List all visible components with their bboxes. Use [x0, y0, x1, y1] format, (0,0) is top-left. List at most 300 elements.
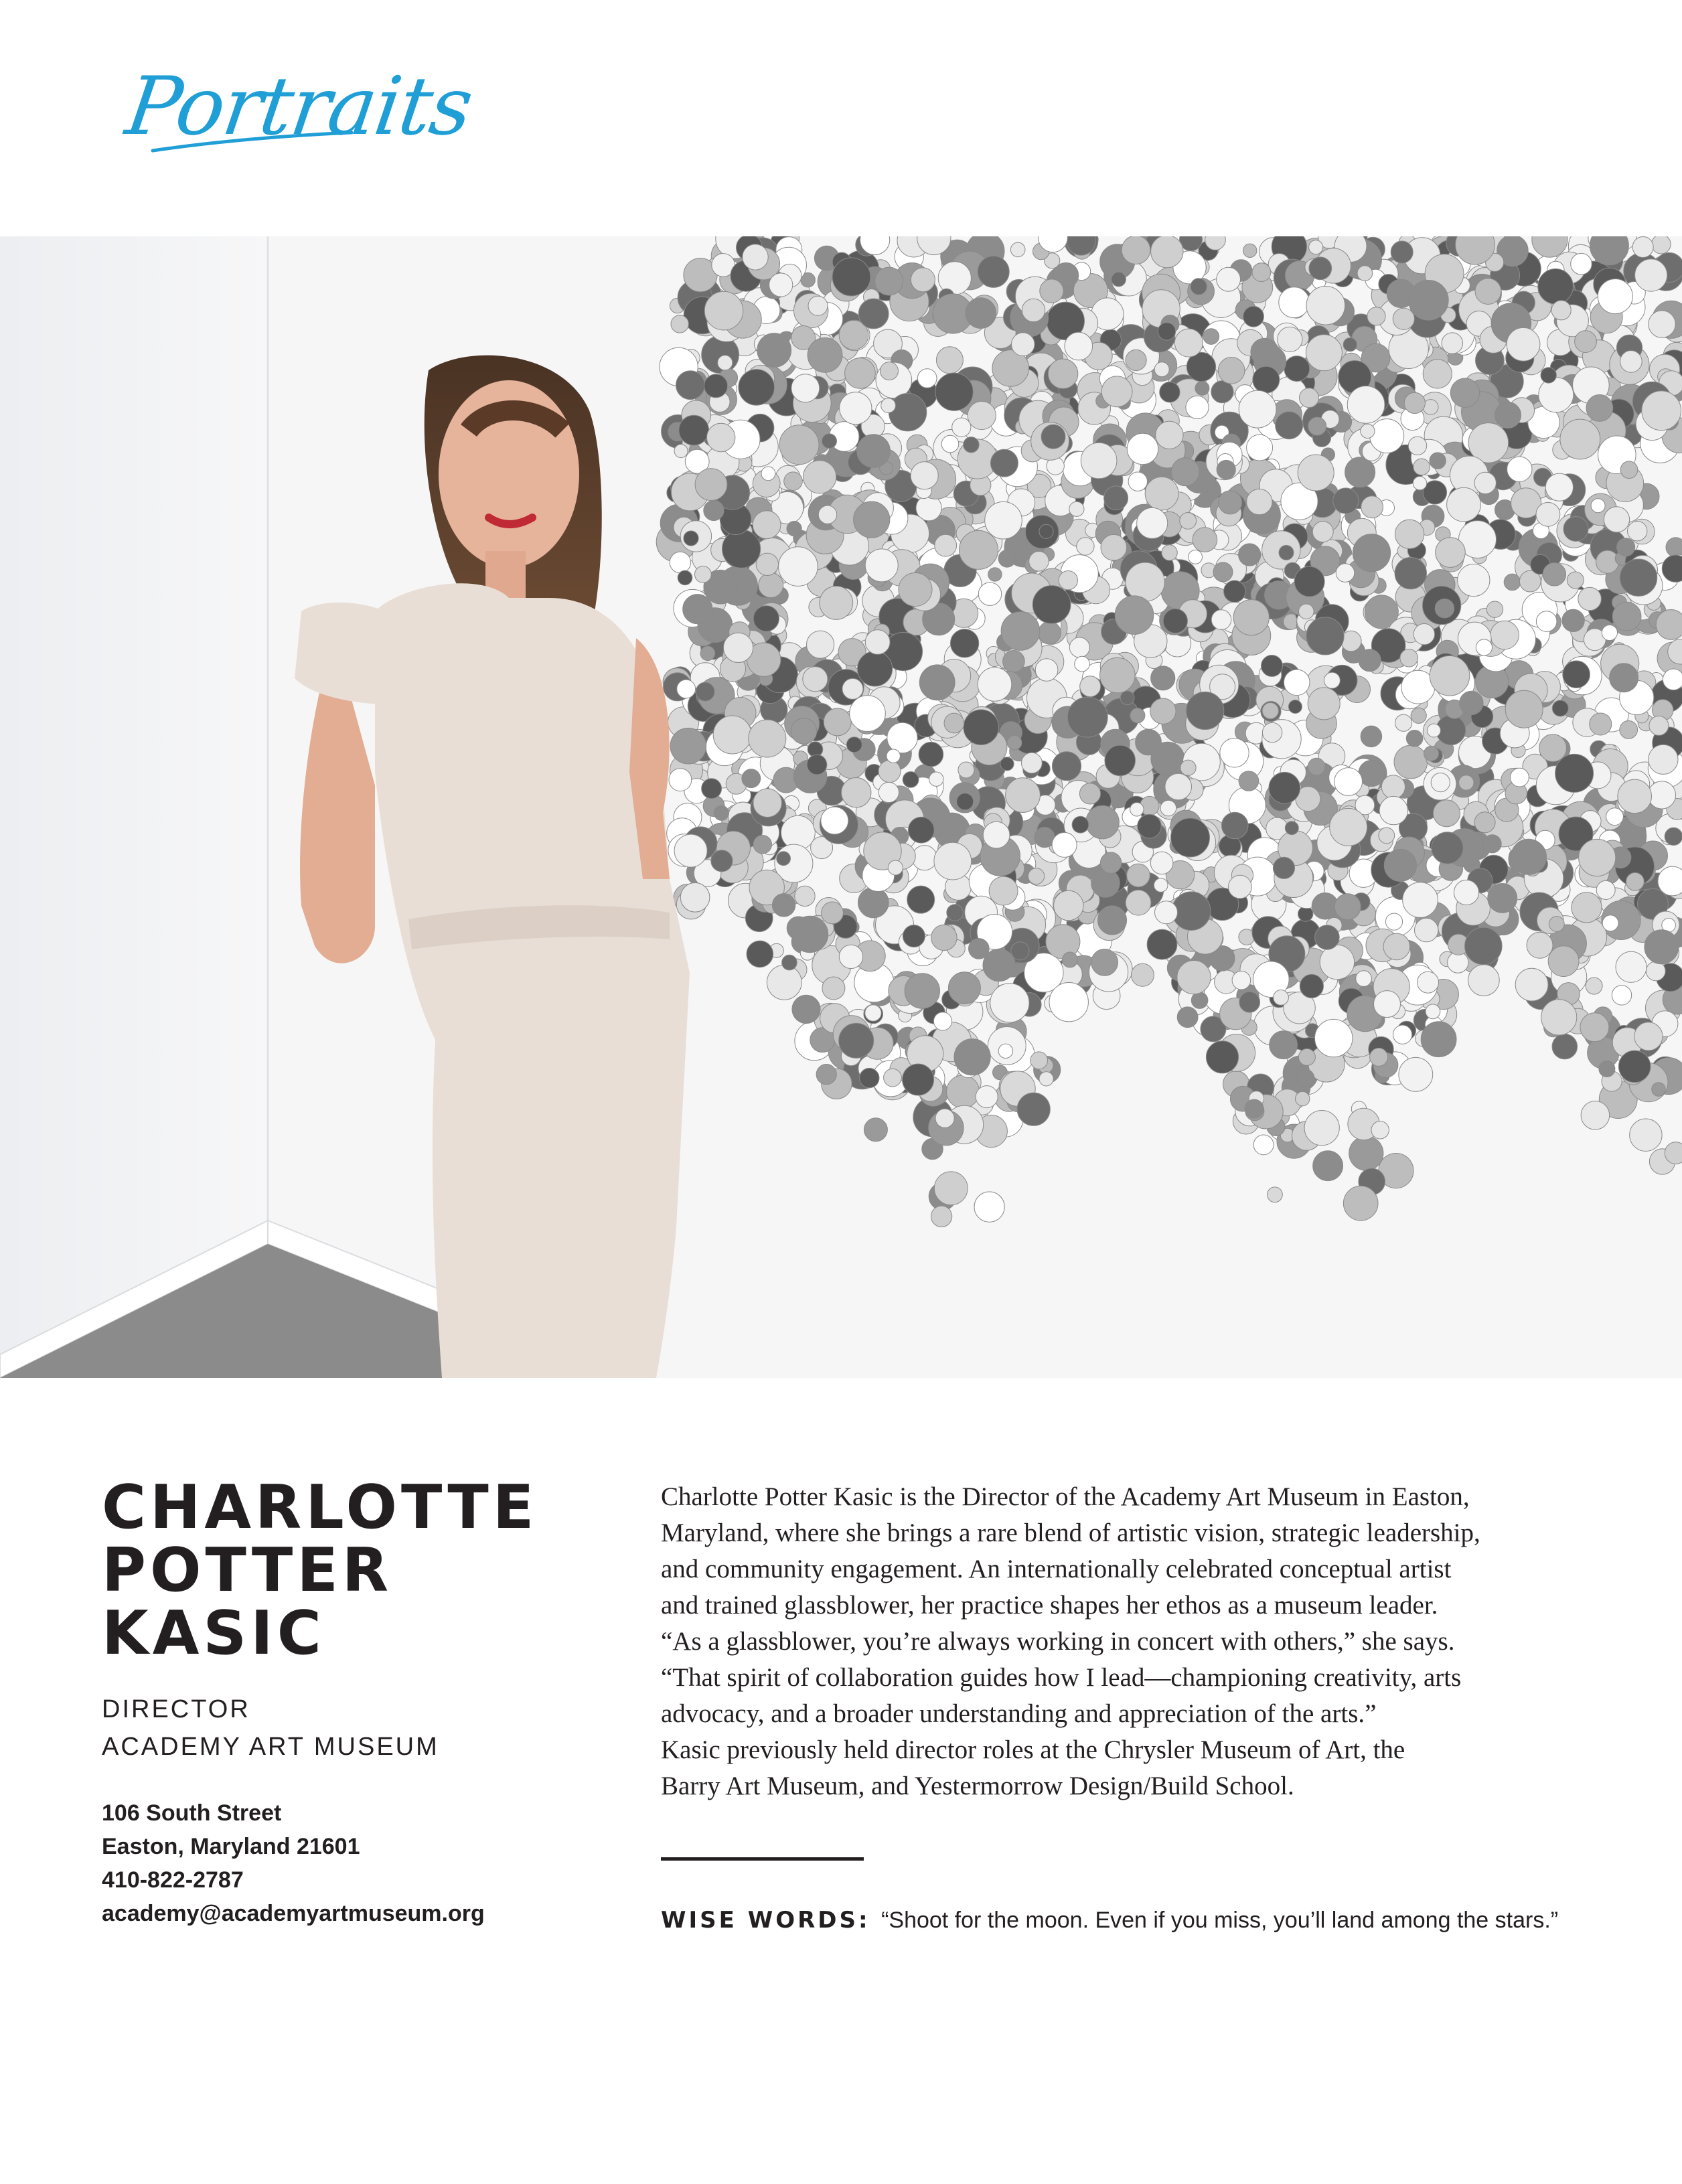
wise-words: [661, 1907, 1558, 1934]
mirror-disc: [1552, 700, 1568, 716]
mirror-disc: [1189, 550, 1203, 564]
mirror-disc: [1649, 745, 1678, 774]
mirror-disc: [679, 415, 709, 445]
mirror-disc: [1620, 461, 1638, 479]
mirror-disc: [1507, 457, 1532, 481]
mirror-disc: [1495, 402, 1521, 428]
mirror-disc: [1424, 746, 1439, 761]
mirror-disc: [1052, 752, 1081, 781]
mirror-disc: [1642, 391, 1681, 431]
mirror-disc: [1551, 301, 1571, 320]
mirror-disc: [1278, 327, 1302, 352]
mirror-disc: [816, 1065, 836, 1085]
mirror-disc: [1426, 1004, 1440, 1019]
mirror-disc: [1399, 1057, 1433, 1091]
wise-words-label: WISE WORDS:: [661, 1907, 870, 1934]
mirror-disc: [964, 437, 979, 453]
mirror-disc: [1475, 279, 1501, 305]
mirror-disc: [704, 291, 743, 330]
mirror-disc: [1571, 253, 1592, 275]
mirror-disc: [1610, 664, 1638, 692]
mirror-disc: [718, 356, 733, 370]
mirror-disc: [1049, 983, 1088, 1022]
mirror-disc: [1158, 323, 1175, 340]
mirror-disc: [700, 646, 715, 661]
mirror-disc: [865, 630, 890, 655]
mirror-disc: [1454, 880, 1478, 905]
mirror-disc: [1413, 477, 1426, 490]
mirror-disc: [704, 374, 728, 398]
mirror-disc: [931, 1206, 951, 1227]
mirror-disc: [1001, 612, 1040, 651]
mirror-disc: [1136, 729, 1162, 755]
mirror-disc: [1404, 392, 1425, 413]
mirror-disc: [1488, 884, 1517, 913]
mirror-disc: [1193, 528, 1217, 552]
mirror-disc: [680, 883, 710, 913]
mirror-disc: [820, 587, 853, 620]
mirror-disc: [1442, 333, 1462, 354]
mirror-disc: [1567, 572, 1584, 589]
bio-line: Barry Art Museum, and Yestermorrow Design/Build School.: [661, 1772, 1294, 1800]
mirror-disc: [753, 789, 782, 817]
mirror-disc: [1393, 308, 1414, 329]
mirror-disc: [1138, 814, 1162, 838]
logo-underline: [121, 54, 362, 161]
mirror-disc: [1617, 538, 1635, 556]
mirror-disc: [884, 1069, 902, 1087]
mirror-disc: [1268, 1187, 1283, 1202]
mirror-disc: [1219, 491, 1242, 514]
mirror-disc: [1552, 1034, 1578, 1059]
mirror-disc: [1618, 779, 1652, 813]
mirror-disc: [935, 534, 957, 556]
mirror-disc: [1217, 460, 1235, 479]
mirror-disc: [1308, 688, 1340, 720]
mirror-disc: [1504, 574, 1521, 591]
name-line: POTTER: [102, 1535, 393, 1606]
mirror-disc: [1616, 951, 1647, 982]
mirror-disc: [1575, 331, 1597, 353]
mirror-disc: [1040, 279, 1063, 303]
mirror-disc: [1656, 610, 1682, 640]
mirror-disc: [1150, 698, 1176, 724]
mirror-disc: [1160, 382, 1180, 402]
mirror-disc: [858, 651, 893, 686]
mirror-disc: [1536, 502, 1560, 526]
mirror-disc: [1011, 942, 1029, 960]
mirror-disc: [707, 423, 735, 451]
mirror-disc: [1172, 892, 1211, 931]
mirror-disc: [858, 887, 889, 918]
mirror-disc: [887, 749, 900, 763]
mirror-disc: [1395, 520, 1424, 548]
mirror-disc: [1072, 816, 1089, 833]
mirror-disc: [832, 258, 870, 296]
mirror-disc: [974, 1192, 1004, 1222]
mirror-disc: [1309, 240, 1323, 254]
mirror-disc: [1620, 721, 1638, 739]
mirror-disc: [779, 547, 818, 587]
mirror-disc: [1560, 419, 1600, 459]
mirror-disc: [1474, 812, 1495, 833]
mirror-disc: [1620, 559, 1657, 596]
mirror-disc: [1336, 564, 1355, 582]
name-line: KASIC: [102, 1598, 325, 1668]
mirror-disc: [978, 668, 1012, 702]
mirror-disc: [1151, 666, 1175, 690]
mirror-disc: [1345, 457, 1375, 487]
mirror-disc: [1384, 849, 1416, 881]
mirror-disc: [990, 984, 1029, 1022]
mirror-disc: [1218, 358, 1245, 384]
mirror-disc: [818, 505, 836, 524]
mirror-disc: [1447, 487, 1481, 522]
mirror-disc: [1022, 753, 1043, 773]
mirror-disc: [1666, 538, 1682, 557]
mirror-disc: [1288, 700, 1302, 714]
mirror-disc: [978, 256, 1009, 287]
mirror-disc: [1247, 489, 1272, 514]
mirror-disc: [1177, 961, 1211, 994]
mirror-disc: [1145, 477, 1178, 510]
mirror-disc: [1458, 564, 1490, 597]
mirror-disc: [1572, 892, 1602, 923]
mirror-disc: [865, 549, 898, 582]
mirror-disc: [1100, 657, 1136, 693]
mirror-disc: [1101, 376, 1132, 407]
mirror-disc: [1097, 906, 1126, 935]
mirror-disc: [1435, 599, 1454, 618]
mirror-disc: [1127, 864, 1150, 887]
mirror-disc: [1663, 669, 1682, 690]
mirror-disc: [1171, 458, 1199, 486]
mirror-disc: [1620, 351, 1642, 373]
mirror-disc: [753, 836, 771, 854]
mirror-disc: [822, 902, 844, 924]
mirror-disc: [1652, 236, 1671, 254]
mirror-disc: [1039, 621, 1061, 644]
mirror-disc: [839, 1023, 874, 1058]
mirror-disc: [1284, 670, 1310, 696]
mirror-disc: [1186, 396, 1209, 418]
mirror-disc: [677, 680, 696, 698]
mirror-disc: [881, 362, 899, 380]
mirror-disc: [1379, 796, 1407, 824]
mirror-disc: [958, 762, 974, 778]
mirror-disc: [912, 846, 937, 870]
bio-paragraph: [661, 1479, 1592, 1804]
mirror-disc: [1191, 279, 1207, 295]
mirror-disc: [1028, 868, 1045, 884]
mirror-disc: [1039, 1072, 1053, 1086]
mirror-disc: [907, 886, 935, 913]
mirror-disc: [1413, 624, 1434, 645]
mirror-disc: [791, 718, 816, 744]
mirror-disc: [1285, 822, 1298, 835]
mirror-disc: [1602, 915, 1618, 931]
mirror-disc: [933, 1012, 951, 1030]
mirror-disc: [1315, 925, 1340, 950]
mirror-disc: [1330, 808, 1367, 846]
mirror-disc: [779, 425, 819, 465]
role-block: [102, 1691, 439, 1766]
mirror-disc: [1229, 875, 1252, 899]
mirror-disc: [1075, 656, 1090, 672]
mirror-disc: [1393, 1025, 1412, 1044]
mirror-disc: [1306, 335, 1342, 371]
mirror-disc: [1536, 611, 1557, 632]
job-title: DIRECTOR: [102, 1695, 250, 1723]
mirror-disc: [822, 434, 837, 449]
mirror-disc: [1206, 1041, 1238, 1073]
mirror-disc: [1252, 263, 1271, 282]
mirror-disc: [1306, 287, 1345, 325]
bio-line: Kasic previously held director roles at the Chrysler Museum of Art, the: [661, 1735, 1405, 1764]
mirror-disc: [966, 298, 996, 329]
mirror-disc: [1130, 708, 1145, 723]
mirror-disc: [1162, 545, 1177, 560]
mirror-disc: [1545, 473, 1573, 501]
mirror-disc: [1079, 783, 1100, 804]
mirror-disc: [1430, 453, 1446, 469]
mirror-disc: [1612, 986, 1631, 1005]
mirror-disc: [1646, 961, 1665, 981]
mirror-disc: [1104, 486, 1128, 510]
mirror-disc: [1418, 971, 1439, 993]
mirror-disc: [753, 511, 781, 539]
mirror-disc: [1599, 1061, 1615, 1077]
mirror-disc: [1628, 522, 1647, 541]
section-title: Portraits: [121, 60, 477, 153]
mirror-disc: [1450, 378, 1479, 407]
mirror-disc: [1030, 1052, 1048, 1069]
mirror-disc: [931, 925, 957, 950]
mirror-disc: [842, 678, 863, 699]
mirror-disc: [1370, 419, 1404, 453]
mirror-disc: [983, 822, 1010, 848]
mirror-disc: [674, 445, 688, 458]
mirror-disc: [792, 995, 820, 1023]
mirror-disc: [1527, 932, 1553, 958]
mirror-disc: [1105, 745, 1136, 776]
mirror-disc: [1262, 722, 1282, 742]
mirror-disc: [903, 925, 925, 947]
mirror-disc: [1243, 244, 1257, 257]
mirror-disc: [989, 876, 1018, 905]
mirror-disc: [950, 629, 978, 657]
mirror-disc: [1126, 890, 1151, 915]
mirror-disc: [1239, 771, 1259, 791]
mirror-disc: [1221, 812, 1248, 839]
mirror-disc: [1431, 773, 1450, 792]
mirror-disc: [1091, 869, 1120, 898]
mirror-disc: [1541, 1000, 1577, 1035]
mirror-disc: [1010, 242, 1025, 257]
mirror-disc: [1590, 713, 1612, 735]
mirror-disc: [947, 1075, 980, 1108]
mirror-disc: [919, 665, 955, 700]
mirror-disc: [723, 633, 753, 662]
mirror-disc: [821, 807, 848, 834]
mirror-disc: [875, 267, 903, 295]
bio-line: and trained glassblower, her practice shapes her ethos as a museum leader.: [661, 1591, 1438, 1620]
mirror-disc: [878, 761, 901, 783]
mirror-disc: [1150, 852, 1173, 874]
mirror-disc: [968, 401, 996, 429]
mirror-disc: [1163, 609, 1187, 633]
bio-line: advocacy, and a broader understanding and appreciation of the arts.”: [661, 1699, 1377, 1728]
mirror-disc: [1274, 990, 1289, 1006]
mirror-disc: [674, 834, 707, 867]
mirror-disc: [1649, 311, 1675, 337]
mirror-disc: [1039, 524, 1053, 538]
mirror-disc: [1131, 963, 1154, 986]
mirror-disc: [1239, 992, 1260, 1012]
mirror-disc: [990, 449, 1018, 477]
mirror-disc: [1211, 610, 1231, 630]
mirror-disc: [1459, 775, 1474, 790]
mirror-disc: [1371, 1121, 1389, 1139]
person-name: [102, 1472, 538, 1668]
mirror-disc: [1298, 455, 1334, 491]
mirror-disc: [1041, 424, 1065, 449]
mirror-disc: [1126, 349, 1146, 370]
mirror-disc: [1296, 1091, 1310, 1105]
mirror-disc: [1421, 1022, 1456, 1057]
mirror-disc: [1091, 949, 1118, 976]
mirror-disc: [1578, 587, 1602, 611]
mirror-disc: [1313, 1151, 1343, 1181]
mirror-disc: [1101, 534, 1127, 560]
mirror-disc: [696, 682, 714, 701]
mirror-disc: [911, 268, 935, 292]
mirror-disc: [1423, 360, 1452, 388]
mirror-disc: [865, 1005, 881, 1021]
mirror-disc: [822, 977, 845, 1000]
mirror-disc: [1476, 639, 1492, 655]
mirror-disc: [1224, 580, 1246, 603]
mirror-disc: [908, 817, 934, 843]
mirror-disc: [1220, 738, 1249, 767]
mirror-disc: [757, 333, 791, 368]
mirror-disc: [1343, 1186, 1378, 1221]
mirror-disc: [1298, 1048, 1315, 1065]
mirror-disc: [795, 886, 815, 906]
mirror-disc: [887, 722, 917, 753]
mirror-disc: [934, 842, 972, 880]
mirror-disc: [1269, 772, 1300, 803]
mirror-disc: [808, 296, 828, 315]
mirror-disc: [1626, 872, 1645, 890]
mirror-disc: [1279, 287, 1310, 318]
mirror-disc: [1515, 968, 1548, 1001]
mirror-disc: [711, 850, 733, 872]
mirror-disc: [1054, 890, 1083, 920]
mirror-disc: [976, 1086, 998, 1108]
mirror-disc: [1195, 381, 1209, 395]
mirror-disc: [1086, 805, 1120, 839]
mirror-disc: [1409, 281, 1449, 321]
mirror-disc: [1415, 918, 1438, 941]
mirror-disc: [1300, 974, 1323, 998]
mirror-disc: [1112, 272, 1126, 287]
mirror-disc: [1427, 724, 1440, 737]
mirror-disc: [1652, 1083, 1665, 1096]
mirror-disc: [1356, 971, 1372, 987]
mirror-disc: [1239, 544, 1261, 566]
mirror-disc: [1217, 267, 1241, 291]
mirror-disc: [1126, 562, 1164, 601]
mirror-disc: [998, 1044, 1012, 1058]
mirror-disc: [1581, 1101, 1610, 1130]
mirror-disc: [1080, 676, 1101, 697]
mirror-disc: [1361, 424, 1375, 438]
mirror-disc: [846, 737, 862, 753]
mirror-disc: [919, 742, 943, 767]
mirror-disc: [903, 772, 919, 788]
mirror-disc: [1062, 952, 1077, 967]
bio-line: “That spirit of collaboration guides how I lead—championing creativity, arts: [661, 1663, 1462, 1692]
mirror-disc: [1003, 651, 1025, 673]
mirror-disc: [888, 860, 903, 875]
mirror-disc: [739, 370, 775, 406]
mirror-disc: [935, 1109, 954, 1127]
mirror-disc: [1490, 621, 1519, 649]
mirror-disc: [929, 772, 943, 786]
mirror-disc: [1304, 1111, 1339, 1146]
mirror-disc: [1120, 691, 1134, 705]
mirror-disc: [695, 566, 712, 583]
mirror-disc: [840, 392, 872, 424]
mirror-disc: [676, 371, 705, 400]
mirror-disc: [787, 522, 801, 536]
mirror-disc: [1122, 236, 1150, 264]
mirror-disc: [1262, 703, 1278, 719]
mirror-disc: [1395, 558, 1426, 589]
mirror-disc: [985, 501, 1022, 539]
mirror-disc: [1309, 257, 1332, 280]
mirror-disc: [1273, 857, 1294, 878]
mirror-disc: [713, 716, 751, 754]
mirror-disc: [772, 894, 795, 917]
mirror-disc: [1270, 1031, 1298, 1059]
mirror-disc: [1562, 609, 1584, 631]
mirror-disc: [1022, 299, 1045, 321]
mirror-disc: [784, 472, 803, 491]
mirror-disc: [1359, 649, 1381, 672]
photo-illustration: [0, 236, 1682, 1378]
mirror-disc: [1308, 417, 1326, 435]
mirror-disc: [743, 244, 768, 270]
mirror-disc: [1474, 472, 1496, 493]
mirror-disc: [983, 949, 1015, 981]
mirror-disc: [1187, 692, 1224, 729]
mirror-disc: [1645, 930, 1679, 964]
mirror-disc: [824, 708, 851, 736]
mirror-disc: [1385, 913, 1402, 930]
mirror-disc: [1247, 435, 1273, 461]
mirror-disc: [934, 1172, 968, 1205]
mirror-disc: [941, 435, 959, 453]
mirror-disc: [1069, 501, 1084, 516]
mirror-disc: [756, 553, 778, 575]
mirror-disc: [1052, 832, 1077, 857]
mirror-disc: [905, 973, 939, 1008]
mirror-disc: [1632, 237, 1653, 258]
mirror-disc: [678, 570, 692, 585]
mirror-disc: [842, 778, 871, 807]
